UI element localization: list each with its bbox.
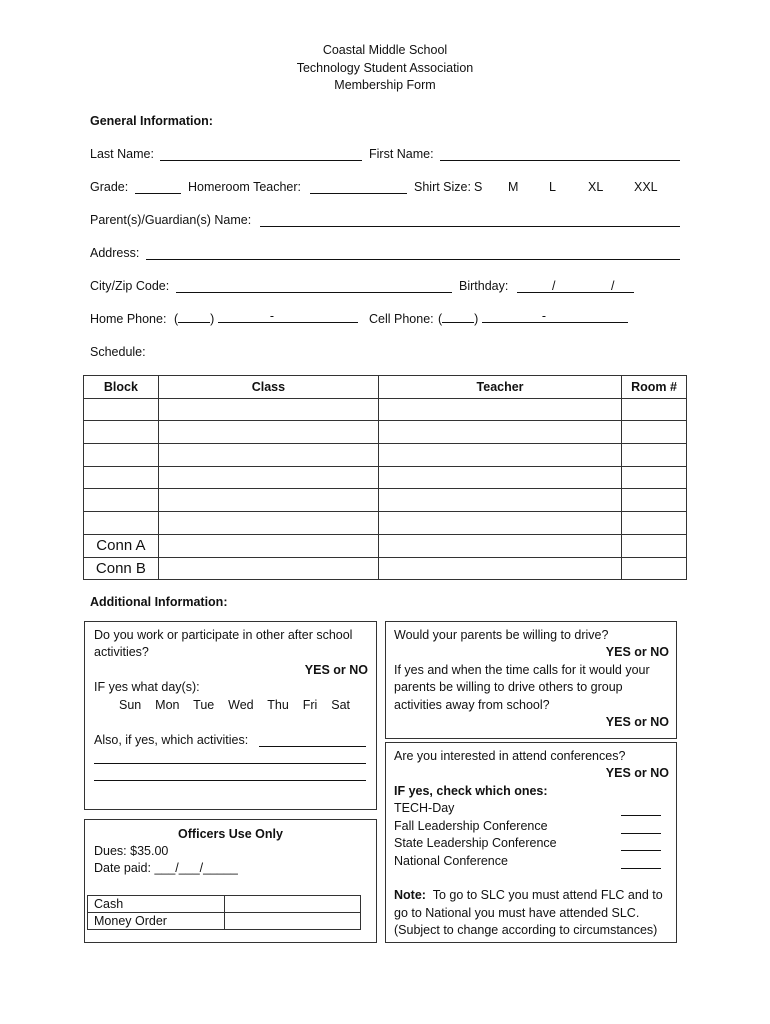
last-name-label: Last Name: bbox=[90, 147, 154, 161]
day-thu[interactable]: Thu bbox=[267, 698, 289, 712]
conferences-question: Are you interested in attend conferences? bbox=[394, 749, 626, 763]
table-row[interactable] bbox=[88, 913, 361, 930]
shirt-size-xl[interactable]: XL bbox=[588, 180, 604, 194]
days-list bbox=[119, 698, 350, 712]
payment-method-table bbox=[87, 895, 361, 930]
form-title: Membership Form bbox=[334, 78, 436, 92]
payment-cash: Cash bbox=[88, 896, 225, 913]
grade-label: Grade: bbox=[90, 180, 129, 194]
day-wed[interactable]: Wed bbox=[228, 698, 254, 712]
days-label: IF yes what day(s): bbox=[94, 680, 200, 694]
drive-detail-line2: parents be willing to drive others to group bbox=[394, 680, 623, 694]
header-teacher: Teacher bbox=[378, 376, 621, 399]
parents-label: Parent(s)/Guardian(s) Name: bbox=[90, 213, 252, 227]
activities-yes-no[interactable]: YES or NO bbox=[304, 663, 368, 677]
table-row[interactable] bbox=[84, 512, 687, 535]
day-fri[interactable]: Fri bbox=[302, 698, 318, 712]
day-sat[interactable]: Sat bbox=[331, 698, 350, 712]
home-phone-label: Home Phone: bbox=[90, 312, 167, 326]
table-row[interactable] bbox=[84, 466, 687, 489]
officers-title: Officers Use Only bbox=[178, 827, 283, 841]
table-row[interactable] bbox=[88, 896, 361, 913]
conn-b-label: Conn B bbox=[84, 557, 159, 580]
check-which-label: IF yes, check which ones: bbox=[394, 784, 548, 798]
group-drive-yes-no[interactable]: YES or NO bbox=[605, 715, 669, 729]
activities-line-2[interactable] bbox=[94, 763, 366, 764]
activities-question-line1: Do you work or participate in other after school bbox=[94, 628, 353, 642]
shirt-size-s[interactable]: S bbox=[474, 180, 483, 194]
conference-tech-day: TECH-Day bbox=[394, 801, 455, 815]
note-text-1: To go to SLC you must attend FLC and to bbox=[432, 888, 663, 902]
drive-question: Would your parents be willing to drive? bbox=[394, 628, 609, 642]
conference-national: National Conference bbox=[394, 854, 508, 868]
header-room: Room # bbox=[622, 376, 687, 399]
day-sun[interactable]: Sun bbox=[119, 698, 142, 712]
note-line1 bbox=[394, 888, 663, 902]
header-class: Class bbox=[158, 376, 378, 399]
note-line3: (Subject to change according to circumstances) bbox=[394, 923, 658, 937]
day-tue[interactable]: Tue bbox=[193, 698, 215, 712]
shirt-size-xxl[interactable]: XXL bbox=[634, 180, 658, 194]
header-block: Block bbox=[84, 376, 159, 399]
drive-detail-line3: activities away from school? bbox=[394, 698, 550, 712]
conference-flc-check[interactable] bbox=[621, 833, 661, 834]
table-row-conn-a[interactable] bbox=[84, 534, 687, 557]
conference-tech-day-check[interactable] bbox=[621, 815, 661, 816]
activities-box bbox=[84, 621, 377, 810]
homeroom-label: Homeroom Teacher: bbox=[188, 180, 302, 194]
conference-national-check[interactable] bbox=[621, 868, 661, 869]
form-header bbox=[0, 42, 770, 95]
home-phone-field[interactable]: ( ) - bbox=[174, 312, 358, 326]
note-label: Note: bbox=[394, 888, 426, 902]
drive-detail-line1: If yes and when the time calls for it would your bbox=[394, 663, 650, 677]
table-row[interactable] bbox=[84, 444, 687, 467]
officers-box bbox=[84, 819, 377, 943]
additional-info-heading: Additional Information: bbox=[90, 595, 228, 609]
shirt-size-l[interactable]: L bbox=[549, 180, 556, 194]
address-label: Address: bbox=[90, 246, 140, 260]
activities-line-3[interactable] bbox=[94, 780, 366, 781]
drive-yes-no[interactable]: YES or NO bbox=[605, 645, 669, 659]
city-zip-field[interactable] bbox=[176, 292, 452, 293]
which-activities-label: Also, if yes, which activities: bbox=[94, 733, 249, 747]
activities-question-line2: activities? bbox=[94, 645, 149, 659]
payment-money-order: Money Order bbox=[88, 913, 225, 930]
homeroom-field[interactable] bbox=[310, 193, 407, 194]
dues-text: Dues: $35.00 bbox=[94, 844, 169, 858]
birthday-label: Birthday: bbox=[459, 279, 509, 293]
last-name-field[interactable] bbox=[160, 160, 362, 161]
schedule-header-row bbox=[84, 376, 687, 399]
date-paid-text[interactable]: Date paid: ___/___/_____ bbox=[94, 861, 238, 875]
school-name: Coastal Middle School bbox=[322, 43, 448, 57]
conn-a-label: Conn A bbox=[84, 534, 159, 557]
shirt-size-label: Shirt Size: bbox=[414, 180, 471, 194]
cell-phone-label: Cell Phone: bbox=[369, 312, 434, 326]
conference-flc: Fall Leadership Conference bbox=[394, 819, 548, 833]
shirt-size-m[interactable]: M bbox=[508, 180, 519, 194]
grade-field[interactable] bbox=[135, 193, 181, 194]
city-zip-label: City/Zip Code: bbox=[90, 279, 170, 293]
parents-field[interactable] bbox=[260, 226, 680, 227]
conference-slc: State Leadership Conference bbox=[394, 836, 557, 850]
conferences-box bbox=[385, 742, 677, 943]
payment-cash-value[interactable] bbox=[225, 896, 361, 913]
conference-slc-check[interactable] bbox=[621, 850, 661, 851]
association-name: Technology Student Association bbox=[296, 60, 474, 75]
table-row[interactable] bbox=[84, 398, 687, 421]
note-line2: go to National you must have attended SLC. bbox=[394, 906, 640, 920]
payment-money-order-value[interactable] bbox=[225, 913, 361, 930]
drive-box bbox=[385, 621, 677, 739]
schedule-label: Schedule: bbox=[90, 345, 146, 359]
table-row[interactable] bbox=[84, 489, 687, 512]
table-row[interactable] bbox=[84, 421, 687, 444]
cell-phone-field[interactable]: ( ) - bbox=[438, 312, 628, 326]
day-mon[interactable]: Mon bbox=[155, 698, 180, 712]
table-row-conn-b[interactable] bbox=[84, 557, 687, 580]
general-info-heading: General Information: bbox=[90, 114, 213, 128]
birthday-slashes: / / bbox=[552, 279, 641, 293]
first-name-field[interactable] bbox=[440, 160, 680, 161]
conferences-yes-no[interactable]: YES or NO bbox=[605, 766, 669, 780]
which-activities-field[interactable] bbox=[259, 746, 366, 747]
address-field[interactable] bbox=[146, 259, 680, 260]
schedule-table bbox=[83, 375, 687, 580]
first-name-label: First Name: bbox=[369, 147, 434, 161]
